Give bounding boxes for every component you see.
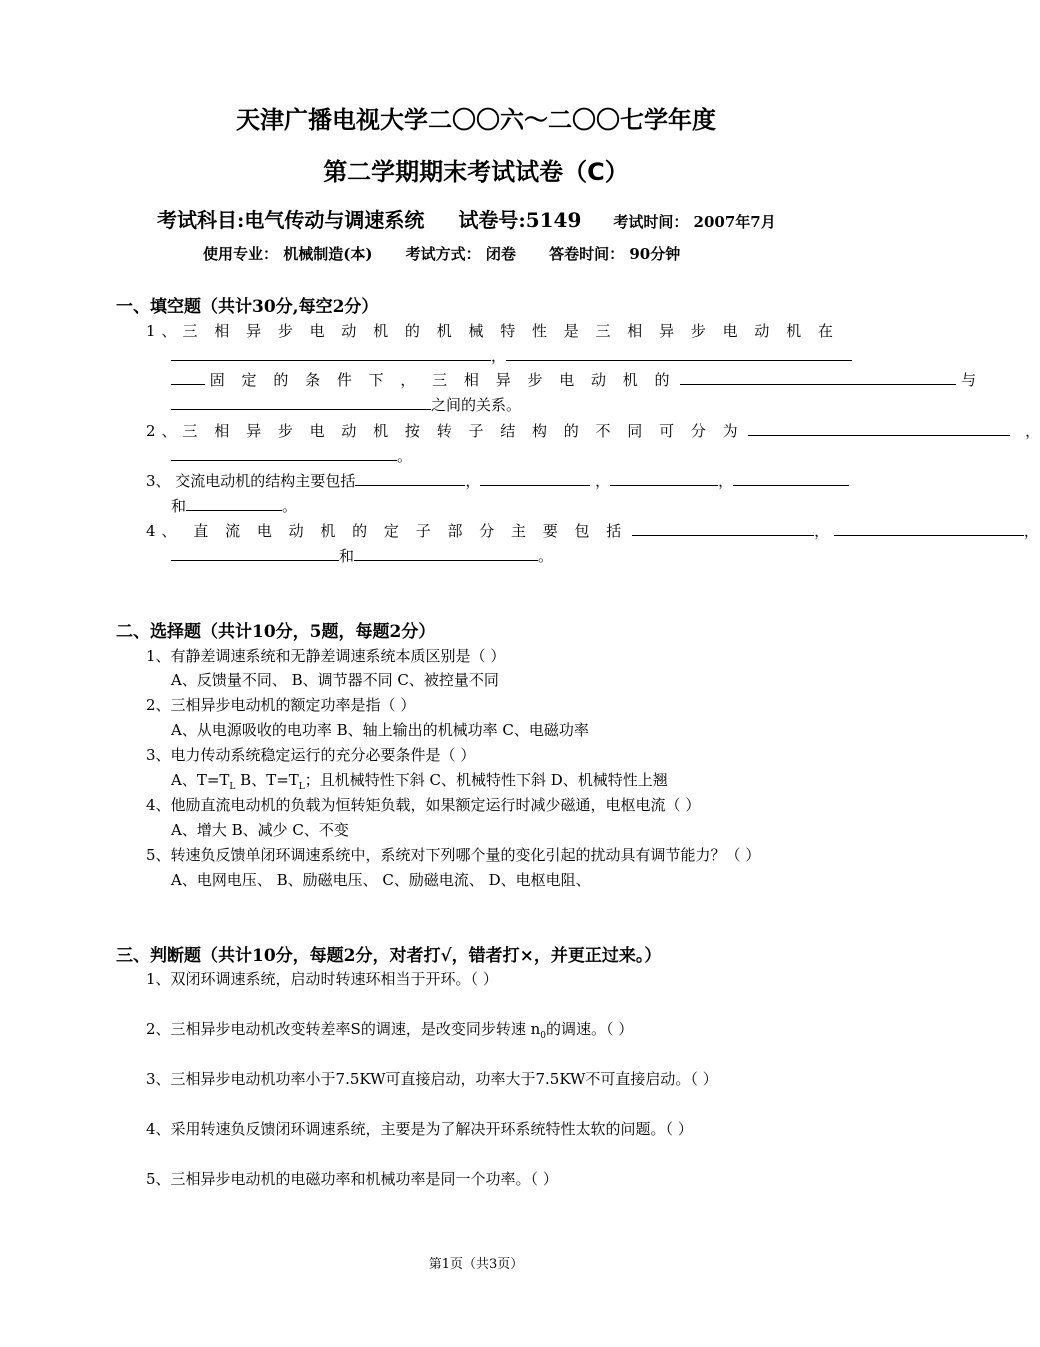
exam-info-line (157, 204, 776, 233)
s2-q3-option-a: A、T=T (171, 771, 230, 789)
s2-q2-options: A、从电源吸收的电功率 B、轴上输出的机械功率 C、电磁功率 (171, 721, 589, 739)
exam-mode: 考试方式： 闭卷 (405, 245, 516, 263)
answer-blank[interactable] (610, 471, 718, 486)
exam-subject: 考试科目:电气传动与调速系统 (157, 208, 425, 232)
s1-q1-end: 之间的关系。 (431, 396, 522, 414)
answer-blank[interactable] (355, 471, 465, 486)
s2-q1-options: A、反馈量不同、 B、调节器不同 C、被控量不同 (171, 671, 499, 689)
exam-major: 使用专业： 机械制造(本) (203, 245, 373, 263)
s1-question-4 (146, 520, 1039, 541)
s1-q2-comma: ， (1025, 422, 1040, 440)
s1-q1-comma: ， (491, 347, 507, 365)
exam-duration: 答卷时间： 90分钟 (549, 245, 681, 263)
answer-blank[interactable] (480, 471, 590, 486)
s2-question-5: 5、转速负反馈单闭环调速系统中，系统对下列哪个量的变化引起的扰动具有调节能力？（ ） (146, 846, 761, 864)
exam-time: 考试时间： 2007年7月 (613, 213, 776, 231)
s1-question-3 (146, 470, 849, 491)
subscript-0: 0 (540, 1031, 546, 1041)
s1-q2-text: 2、三 相 异 步 电 动 机 按 转 子 结 构 的 不 同 可 分 为 (146, 422, 744, 440)
s1-q1-and: 与 (961, 371, 977, 389)
s1-question-2 (146, 420, 1040, 441)
s1-q4-line2 (171, 545, 553, 566)
s3-question-1: 1、双闭环调速系统，启动时转速环相当于开环。（ ） (146, 970, 498, 988)
s1-q2-line2 (171, 445, 412, 466)
s1-q1-line3 (171, 369, 976, 390)
answer-blank[interactable] (354, 546, 538, 561)
answer-blank[interactable] (506, 346, 852, 361)
s1-question-1 (146, 320, 839, 341)
answer-blank[interactable] (171, 546, 339, 561)
s1-q1-line2 (171, 345, 852, 366)
subscript-l: L (298, 782, 305, 792)
subscript-l: L (229, 782, 236, 792)
paper-number: 试卷号:5149 (458, 208, 582, 232)
s1-q3-end: 。 (282, 497, 298, 515)
exam-title: 天津广播电视大学二〇〇六～二〇〇七学年度 (236, 106, 716, 134)
s1-q4-text: 4、 直 流 电 动 机 的 定 子 部 分 主 要 包 括 (146, 522, 628, 540)
s2-q3-option-b: B、T=T (235, 771, 299, 789)
section-2-heading: 二、选择题（共计10分，5题，每题2分） (116, 622, 436, 642)
answer-blank[interactable] (632, 521, 814, 536)
exam-subtitle: 第二学期期末考试试卷（C） (323, 158, 629, 186)
answer-blank[interactable] (171, 346, 491, 361)
s2-q4-options: A、增大 B、减少 C、不变 (171, 821, 349, 839)
answer-blank[interactable] (733, 471, 849, 486)
answer-blank[interactable] (834, 521, 1024, 536)
s1-q3-sep: ， (718, 472, 734, 490)
s3-q2-text: 2、三相异步电动机改变转差率S的调速，是改变同步转速 n (146, 1020, 541, 1038)
answer-blank[interactable] (171, 446, 397, 461)
answer-blank[interactable] (171, 395, 431, 410)
s1-q4-end: 。 (538, 547, 554, 565)
section-1-heading: 一、填空题（共计30分,每空2分） (116, 297, 379, 317)
s1-q3-and: 和 (171, 497, 187, 515)
s2-question-4: 4、他励直流电动机的负载为恒转矩负载，如果额定运行时减少磁通，电枢电流（ ） (146, 796, 701, 814)
s2-q5-options: A、电网电压、 B、励磁电压、 C、励磁电流、 D、电枢电阻、 (171, 871, 591, 889)
s1-q4-sep: ， (814, 522, 830, 540)
s2-q3-option-rest: ；且机械特性下斜 C、机械特性下斜 D、机械特性上翘 (304, 771, 668, 789)
s1-q2-end: 。 (397, 447, 413, 465)
s1-q1-text: 1、三 相 异 步 电 动 机 的 机 械 特 性 是 三 相 异 步 电 动 机 在 (146, 322, 839, 340)
s2-question-1: 1、有静差调速系统和无静差调速系统本质区别是（ ） (146, 647, 506, 665)
s1-q4-sep: ， (1023, 522, 1039, 540)
s2-q3-options (171, 769, 668, 792)
answer-blank[interactable] (680, 370, 956, 385)
s1-q3-sep: ， (465, 472, 481, 490)
exam-details-line (203, 243, 708, 264)
s3-question-4: 4、采用转速负反馈闭环调速系统，主要是为了解决开环系统特性太软的问题。（ ） (146, 1120, 693, 1138)
s3-question-5: 5、三相异步电动机的电磁功率和机械功率是同一个功率。（ ） (146, 1170, 558, 1188)
s1-q3-text: 3、 交流电动机的结构主要包括 (146, 472, 356, 490)
answer-blank[interactable] (171, 370, 205, 385)
answer-blank[interactable] (748, 421, 1010, 436)
s3-question-3: 3、三相异步电动机功率小于7.5KW可直接启动，功率大于7.5KW不可直接启动。（ ） (146, 1070, 718, 1088)
section-3-heading: 三、判断题（共计10分，每题2分，对者打√，错者打×，并更正过来。） (116, 946, 662, 966)
s1-q4-and: 和 (339, 547, 355, 565)
s3-question-2 (146, 1018, 633, 1041)
s3-q2-text-end: 的调速。（ ） (546, 1020, 634, 1038)
s1-q1-line4 (171, 394, 521, 415)
page-number: 第1页（共3页） (428, 1257, 524, 1272)
s2-question-3: 3、电力传动系统稳定运行的充分必要条件是（ ） (146, 746, 476, 764)
s1-q3-sep: ， (590, 472, 611, 490)
s1-q1-mid: 固 定 的 条 件 下 ， 三 相 异 步 电 动 机 的 (209, 371, 676, 389)
s1-q3-line2 (171, 495, 297, 516)
answer-blank[interactable] (186, 496, 282, 511)
s2-question-2: 2、三相异步电动机的额定功率是指（ ） (146, 696, 416, 714)
